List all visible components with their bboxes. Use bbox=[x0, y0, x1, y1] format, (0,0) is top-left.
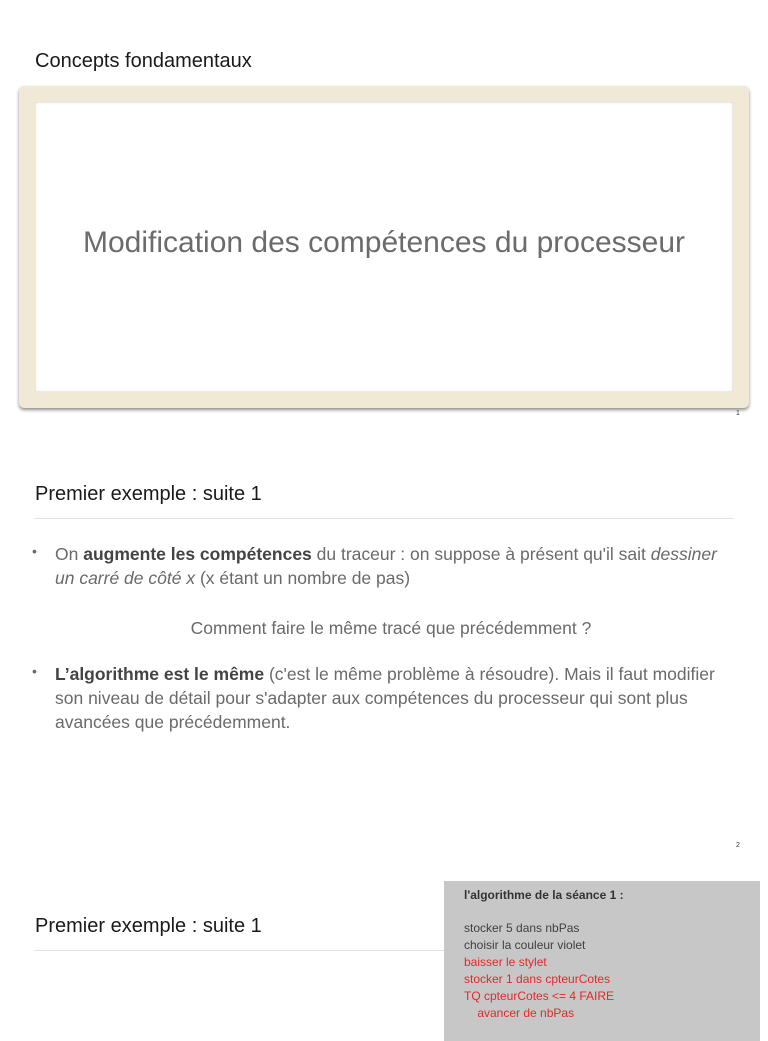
bullet-1-bold: augmente les compétences bbox=[83, 544, 312, 564]
algorithm-line: TQ cpteurCotes <= 4 FAIRE bbox=[464, 989, 615, 1003]
frame-heading: Modification des compétences du processeur bbox=[83, 226, 685, 259]
algorithm-line: avancer de nbPas bbox=[464, 1006, 575, 1020]
title-frame bbox=[19, 86, 749, 408]
title-divider bbox=[34, 518, 734, 519]
bullet-1 bbox=[55, 542, 735, 590]
algorithm-line: stocker 5 dans nbPas bbox=[464, 921, 580, 935]
page-number: 1 bbox=[736, 410, 740, 417]
question-text: Comment faire le même tracé que précédemment ? bbox=[190, 618, 592, 638]
algorithm-box bbox=[444, 881, 760, 1041]
slide-title: Premier exemple : suite 1 bbox=[35, 483, 262, 505]
bullet-2 bbox=[55, 662, 735, 734]
slide-2 bbox=[0, 430, 768, 870]
bullet-dot-icon: • bbox=[32, 543, 37, 559]
bullet-1-suffix: (x étant un nombre de pas) bbox=[195, 568, 411, 588]
algorithm-line: choisir la couleur violet bbox=[464, 938, 586, 952]
slide-1 bbox=[0, 0, 768, 430]
algorithm-heading: l'algorithme de la séance 1 : bbox=[464, 888, 624, 902]
algorithm-line: stocker 1 dans cpteurCotes bbox=[464, 972, 611, 986]
title-divider bbox=[34, 950, 446, 951]
slide-3 bbox=[0, 870, 768, 1024]
bullet-dot-icon: • bbox=[32, 663, 37, 679]
bullet-2-bold: L’algorithme est le même bbox=[55, 664, 265, 684]
bullet-1-italic: dessiner un carré de côté x bbox=[55, 544, 717, 588]
slide-title: Premier exemple : suite 1 bbox=[35, 915, 262, 937]
bullet-1-middle: du traceur : on suppose à présent qu'il sait bbox=[311, 544, 651, 564]
slide-title: Concepts fondamentaux bbox=[35, 50, 252, 72]
title-frame-inner bbox=[35, 102, 733, 392]
page-number: 2 bbox=[736, 842, 740, 849]
algorithm-line: baisser le stylet bbox=[464, 955, 547, 969]
bullet-1-prefix: On bbox=[55, 544, 84, 564]
bullet-2-text: (c'est le même problème à résoudre). Mais il faut modifier son niveau de détail pour s'adapter aux compétences du processeur qui sont plus avancées que précédemment. bbox=[55, 664, 715, 732]
